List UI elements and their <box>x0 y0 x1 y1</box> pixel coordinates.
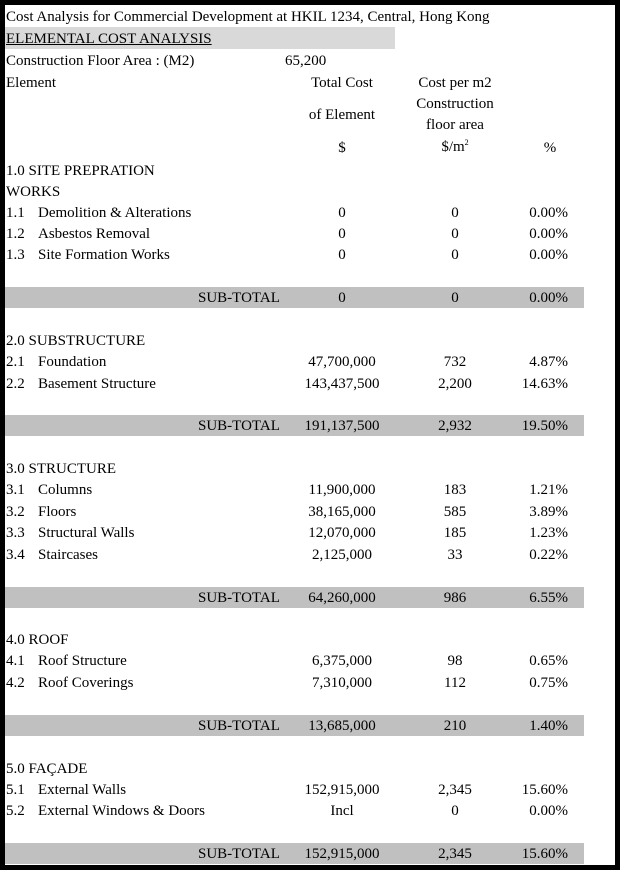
cost-analysis-sheet <box>5 5 615 865</box>
item-name: Roof Coverings <box>38 675 134 691</box>
item-number: 5.1 <box>6 782 25 798</box>
header-per-m2-unit <box>403 138 507 156</box>
section-title: 3.0 STRUCTURE <box>6 461 117 477</box>
item-name: External Windows & Doors <box>38 803 206 819</box>
item-number: 1.1 <box>6 205 25 221</box>
subtotal-label: SUB-TOTAL <box>198 590 280 606</box>
section-title: 2.0 SUBSTRUCTURE <box>6 333 146 349</box>
header-total-cost-line2: of Element <box>308 107 376 123</box>
item-cost-per-m2: 2,200 <box>438 376 472 392</box>
item-percent: 3.89% <box>529 504 568 520</box>
section-title-line1: 1.0 SITE PREPRATION <box>6 163 155 179</box>
item-cost-per-m2: 185 <box>443 525 467 541</box>
item-name: Asbestos Removal <box>38 226 151 242</box>
subtotal-label: SUB-TOTAL <box>198 718 280 734</box>
item-name: Site Formation Works <box>38 247 170 263</box>
item-percent: 4.87% <box>529 354 568 370</box>
item-total-cost: 152,915,000 <box>304 782 380 798</box>
subtotal-cost-per-m2: 0 <box>451 290 459 306</box>
subtotal-label: SUB-TOTAL <box>198 418 280 434</box>
item-percent: 0.00% <box>529 205 568 221</box>
subtotal-total-cost: 0 <box>338 290 346 306</box>
header-per-m2-line3: floor area <box>426 117 484 133</box>
item-total-cost: 143,437,500 <box>304 376 380 392</box>
item-number: 3.2 <box>6 504 25 520</box>
header-per-m2-line1: Cost per m2 <box>418 75 492 91</box>
subtotal-label: SUB-TOTAL <box>198 846 280 862</box>
item-percent: 15.60% <box>521 782 568 798</box>
header-percent: % <box>543 140 557 156</box>
item-number: 1.3 <box>6 247 25 263</box>
item-total-cost: 0 <box>338 247 346 263</box>
item-cost-per-m2: 732 <box>443 354 467 370</box>
item-total-cost: 38,165,000 <box>308 504 376 520</box>
item-percent: 1.23% <box>529 525 568 541</box>
floor-area-label: Construction Floor Area : (M2) <box>6 53 195 69</box>
item-name: Foundation <box>38 354 107 370</box>
item-percent: 0.00% <box>529 247 568 263</box>
item-number: 2.2 <box>6 376 25 392</box>
subtotal-cost-per-m2: 2,345 <box>438 846 472 862</box>
subtotal-percent: 0.00% <box>529 290 568 306</box>
header-element: Element <box>6 75 56 91</box>
item-number: 3.4 <box>6 547 25 563</box>
item-total-cost: 7,310,000 <box>312 675 372 691</box>
item-total-cost: 0 <box>338 226 346 242</box>
item-cost-per-m2: 98 <box>447 653 463 669</box>
subtotal-total-cost: 13,685,000 <box>308 718 376 734</box>
item-number: 3.3 <box>6 525 25 541</box>
item-percent: 0.65% <box>529 653 568 669</box>
header-total-cost-unit: $ <box>338 140 346 156</box>
item-total-cost: 11,900,000 <box>308 482 376 498</box>
subtotal-row <box>5 287 584 308</box>
item-percent: 0.22% <box>529 547 568 563</box>
floor-area-value: 65,200 <box>285 53 327 69</box>
header-per-m2-line2: Construction <box>416 96 494 112</box>
item-name: Staircases <box>38 547 98 563</box>
item-name: Basement Structure <box>38 376 156 392</box>
section-title-line2: WORKS <box>6 184 61 200</box>
item-number: 2.1 <box>6 354 25 370</box>
subtotal-cost-per-m2: 986 <box>443 590 467 606</box>
subtotal-percent: 1.40% <box>529 718 568 734</box>
item-cost-per-m2: 112 <box>444 675 466 691</box>
item-percent: 0.00% <box>529 803 568 819</box>
item-number: 1.2 <box>6 226 25 242</box>
subtotal-percent: 15.60% <box>521 846 568 862</box>
item-cost-per-m2: 0 <box>451 205 459 221</box>
item-total-cost: 12,070,000 <box>308 525 376 541</box>
item-total-cost: Incl <box>330 803 354 819</box>
item-name: Columns <box>38 482 93 498</box>
subtotal-percent: 19.50% <box>521 418 568 434</box>
section-title: 4.0 ROOF <box>6 632 69 648</box>
item-cost-per-m2: 183 <box>443 482 467 498</box>
item-total-cost: 2,125,000 <box>312 547 372 563</box>
item-name: Structural Walls <box>38 525 135 541</box>
subtotal-cost-per-m2: 2,932 <box>438 418 472 434</box>
header-total-cost-line1: Total Cost <box>311 75 373 91</box>
item-number: 4.1 <box>6 653 25 669</box>
item-name: External Walls <box>38 782 127 798</box>
subtotal-label: SUB-TOTAL <box>198 290 280 306</box>
subtotal-percent: 6.55% <box>529 590 568 606</box>
item-name: Demolition & Alterations <box>38 205 192 221</box>
item-percent: 1.21% <box>529 482 568 498</box>
item-name: Roof Structure <box>38 653 127 669</box>
subtitle: ELEMENTAL COST ANALYSIS <box>6 31 212 47</box>
item-percent: 0.00% <box>529 226 568 242</box>
item-total-cost: 6,375,000 <box>312 653 372 669</box>
item-cost-per-m2: 0 <box>451 247 459 263</box>
item-total-cost: 47,700,000 <box>308 354 376 370</box>
section-title: 5.0 FAÇADE <box>6 761 88 777</box>
subtotal-total-cost: 64,260,000 <box>308 590 376 606</box>
item-number: 4.2 <box>6 675 25 691</box>
item-name: Floors <box>38 504 77 520</box>
item-cost-per-m2: 0 <box>451 226 459 242</box>
header-per-m2-unit-superscript: 2 <box>464 138 469 147</box>
item-cost-per-m2: 33 <box>447 547 463 563</box>
item-percent: 0.75% <box>529 675 568 691</box>
subtotal-cost-per-m2: 210 <box>443 718 467 734</box>
item-cost-per-m2: 2,345 <box>438 782 472 798</box>
item-percent: 14.63% <box>521 376 568 392</box>
document-title: Cost Analysis for Commercial Development at HKIL 1234, Central, Hong Kong <box>6 9 490 25</box>
subtotal-total-cost: 191,137,500 <box>304 418 380 434</box>
item-cost-per-m2: 585 <box>443 504 467 520</box>
item-total-cost: 0 <box>338 205 346 221</box>
item-number: 5.2 <box>6 803 25 819</box>
item-number: 3.1 <box>6 482 25 498</box>
header-per-m2-unit-text: $/m <box>441 139 465 155</box>
subtotal-total-cost: 152,915,000 <box>304 846 380 862</box>
item-cost-per-m2: 0 <box>451 803 459 819</box>
